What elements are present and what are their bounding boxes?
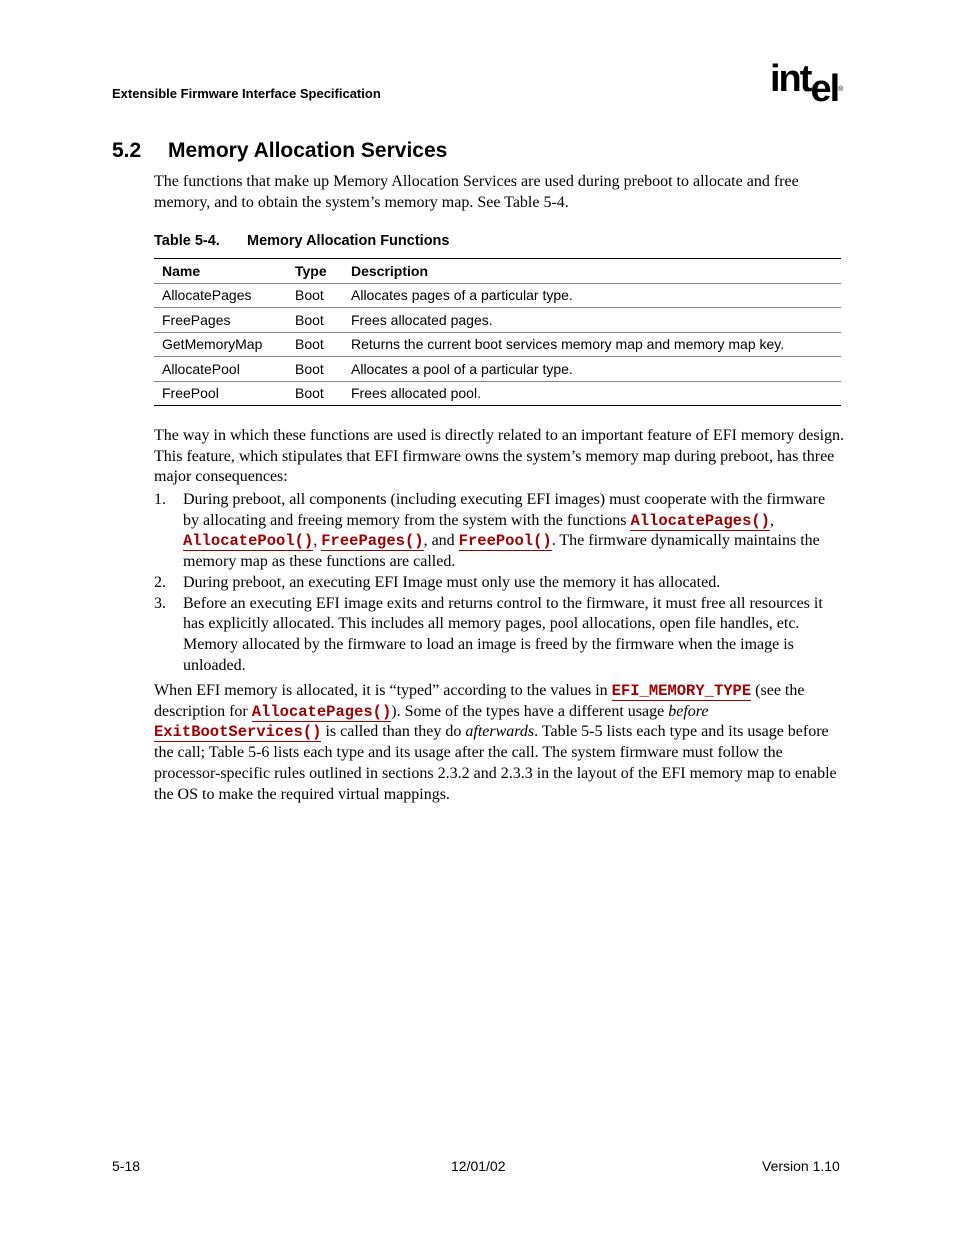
paragraph-text: is called than they do <box>321 723 466 741</box>
section-heading <box>112 139 447 163</box>
list-item <box>154 490 844 573</box>
cell-description: Returns the current boot services memory map and memory map key. <box>343 332 841 357</box>
cell-description: Frees allocated pages. <box>343 308 841 333</box>
column-header-name: Name <box>154 259 287 284</box>
exitbootservices-link[interactable]: ExitBootServices() <box>154 723 322 742</box>
separator-text: , <box>769 511 774 529</box>
cell-description: Allocates pages of a particular type. <box>343 283 841 308</box>
freepages-link[interactable]: FreePages() <box>321 532 424 551</box>
column-header-description: Description <box>343 259 841 284</box>
efi-memory-type-link[interactable]: EFI_MEMORY_TYPE <box>611 682 752 700</box>
paragraph-text: ). Some of the types have a different usage <box>391 702 669 720</box>
cell-name: GetMemoryMap <box>154 332 287 357</box>
table-caption <box>154 233 449 249</box>
cell-description: Allocates a pool of a particular type. <box>343 357 841 382</box>
section-number: 5.2 <box>112 139 142 162</box>
list-item-number: 2. <box>154 573 166 591</box>
table-row <box>154 308 841 333</box>
table-row <box>154 357 841 382</box>
document-title: Extensible Firmware Interface Specification <box>112 86 381 101</box>
list-item-text: During preboot, an executing EFI Image must only use the memory it has allocated. <box>183 573 721 591</box>
allocatepages-link[interactable]: AllocatePages() <box>630 511 770 530</box>
allocatepool-link[interactable]: AllocatePool() <box>183 532 314 551</box>
table-caption-label: Table 5-4. <box>154 233 220 249</box>
cell-name: FreePages <box>154 308 287 333</box>
list-item <box>154 594 844 677</box>
section-title: Memory Allocation Services <box>168 139 448 162</box>
footer-version: Version 1.10 <box>762 1158 840 1174</box>
logo-registered-mark: ® <box>838 86 844 93</box>
memory-allocation-table <box>154 258 841 406</box>
emphasis-text: before <box>668 702 709 720</box>
cell-type: Boot <box>287 283 343 308</box>
cell-type: Boot <box>287 332 343 357</box>
allocatepages-link[interactable]: AllocatePages() <box>251 702 392 721</box>
paragraph-text: . Table 5-5 lists each type and its usage before the call; Table 5-6 lists each type and its usage after the call. The system firmware must follow the processor-specific rules outlined in sections 2.3.2 and 2.3.3 in the layout of the EFI memory map to enable the OS to make the required virtual mappings. <box>154 723 837 803</box>
page-number: 5-18 <box>112 1158 141 1174</box>
logo-text-el: el <box>810 68 839 110</box>
separator-text: , <box>313 532 322 550</box>
list-item-text: . The firmware dynamically maintains the memory map as these functions are called. <box>183 532 820 571</box>
cell-name: FreePool <box>154 381 287 406</box>
table-row <box>154 381 841 406</box>
list-item <box>154 573 844 594</box>
paragraph-text: When EFI memory is allocated, it is “typed” according to the values in <box>154 682 612 699</box>
paragraph-text: (see the description for <box>154 682 805 720</box>
cell-type: Boot <box>287 381 343 406</box>
emphasis-text: afterwards <box>465 723 535 741</box>
freepool-link[interactable]: FreePool() <box>458 532 552 551</box>
intel-logo <box>770 58 845 110</box>
cell-name: AllocatePool <box>154 357 287 382</box>
footer-date: 12/01/02 <box>451 1158 506 1174</box>
consequences-list <box>154 490 844 676</box>
list-item-number: 1. <box>154 491 166 508</box>
cell-type: Boot <box>287 357 343 382</box>
body-paragraph-2 <box>154 681 844 805</box>
table-row <box>154 332 841 357</box>
cell-description: Frees allocated pool. <box>343 381 841 406</box>
table-caption-title: Memory Allocation Functions <box>247 233 450 249</box>
logo-text-int: int <box>770 58 811 100</box>
list-item-text: During preboot, all components (including executing EFI images) must cooperate with the firmware by allocating and freeing memory from the system with the functions <box>183 491 826 529</box>
intro-paragraph: The functions that make up Memory Allocation Services are used during preboot to allocate and free memory, and to obtain the system’s memory map. See Table 5-4. <box>154 173 799 211</box>
list-item-number: 3. <box>154 594 166 612</box>
table-row <box>154 283 841 308</box>
column-header-type: Type <box>287 259 343 284</box>
cell-name: AllocatePages <box>154 283 287 308</box>
separator-text: , and <box>423 532 459 550</box>
table-header-row <box>154 259 841 284</box>
list-item-text: Before an executing EFI image exits and returns control to the firmware, it must free all resources it has explicitly allocated. This includes all memory pages, pool allocations, open file handles, etc. Memory allocated by the firmware to load an image is freed by the firmware when the image is unloaded. <box>183 594 823 674</box>
cell-type: Boot <box>287 308 343 333</box>
body-paragraph-1: The way in which these functions are used is directly related to an important feature of EFI memory design. This feature, which stipulates that EFI firmware owns the system’s memory map during preboot, has three major consequences: <box>154 427 845 486</box>
